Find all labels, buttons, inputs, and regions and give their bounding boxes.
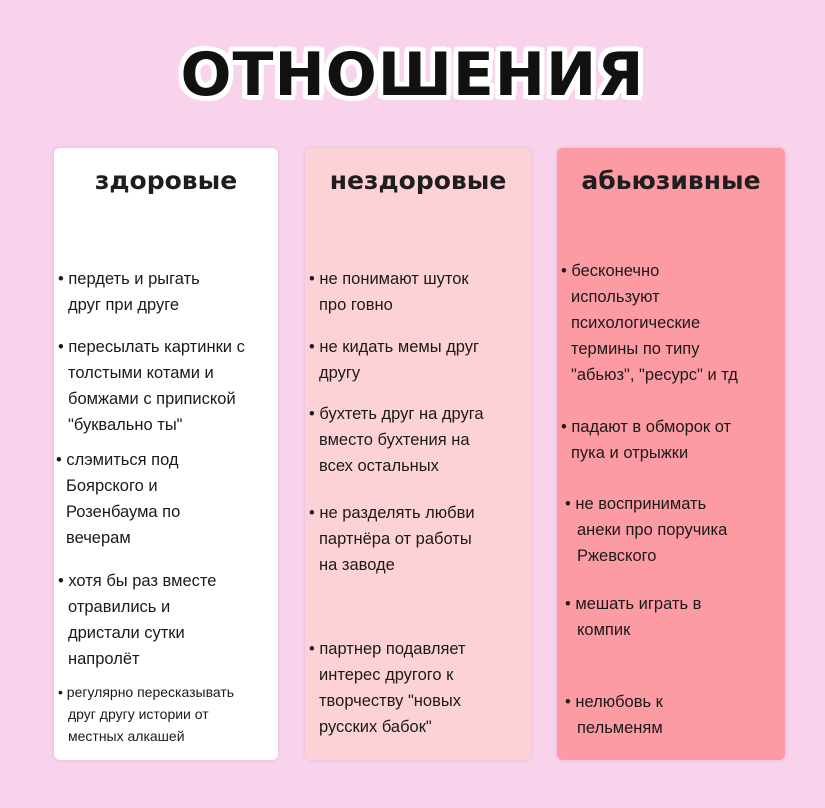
list-item	[309, 334, 479, 386]
list-item	[309, 500, 475, 578]
item-line: • не воспринимать	[565, 495, 707, 513]
item-line: используют	[571, 288, 660, 306]
item-line: "абьюз", "ресурс" и тд	[571, 366, 738, 384]
column-heading-unhealthy: нездоровые	[329, 166, 507, 195]
item-line: • нелюбовь к	[565, 693, 663, 711]
item-line: другу	[319, 364, 361, 382]
item-line: анеки про поручика	[577, 521, 728, 539]
list-item	[309, 266, 469, 318]
item-line: Ржевского	[577, 547, 657, 565]
column-heading-healthy: здоровые	[94, 166, 238, 195]
item-line: компик	[577, 621, 631, 639]
list-item	[565, 689, 663, 741]
item-line: • бухтеть друг на друга	[309, 405, 484, 423]
item-line: • пересылать картинки с	[58, 338, 245, 356]
item-line: дристали сутки	[68, 624, 185, 642]
list-item	[58, 266, 200, 318]
item-line: пука и отрыжки	[571, 444, 689, 462]
item-line: • хотя бы раз вместе	[58, 572, 217, 590]
item-line: • не понимают шуток	[309, 270, 469, 288]
item-line: термины по типу	[571, 340, 700, 358]
item-line: Боярского и	[66, 477, 158, 495]
list-item	[565, 591, 701, 643]
item-line: всех остальных	[319, 457, 439, 475]
item-line: местных алкашей	[68, 728, 185, 744]
item-line: • не разделять любви	[309, 504, 475, 522]
item-line: вместо бухтения на	[319, 431, 470, 449]
list-item	[58, 681, 234, 747]
list-item	[56, 447, 180, 551]
item-line: толстыми котами и	[68, 364, 214, 382]
list-item	[58, 334, 245, 438]
list-item	[309, 636, 466, 740]
list-item	[561, 414, 731, 466]
item-line: про говно	[319, 296, 393, 314]
column-abusive	[557, 148, 785, 760]
item-line: • не кидать мемы друг	[309, 338, 480, 356]
item-line: друг при друге	[68, 296, 180, 314]
list-item	[561, 258, 738, 388]
item-line: • регулярно пересказывать	[58, 684, 235, 700]
item-line: на заводе	[319, 556, 395, 574]
column-healthy	[54, 148, 278, 760]
item-line: • партнер подавляет	[309, 640, 466, 658]
column-heading-abusive: абьюзивные	[581, 166, 761, 195]
list-item	[565, 491, 727, 569]
list-item	[58, 568, 216, 672]
item-line: • бесконечно	[561, 262, 660, 280]
page-title: ОТНОШЕНИЯ	[180, 40, 645, 110]
item-line: вечерам	[66, 529, 131, 547]
item-line: друг другу истории от	[68, 706, 209, 722]
item-line: русских бабок"	[319, 718, 432, 736]
item-line: психологические	[571, 314, 701, 332]
list-item	[309, 401, 484, 479]
item-line: напролёт	[68, 650, 140, 668]
item-line: • пердеть и рыгать	[58, 270, 200, 288]
item-line: творчеству "новых	[319, 692, 461, 710]
item-line: Розенбаума по	[66, 503, 181, 521]
column-unhealthy	[305, 148, 531, 760]
item-line: интерес другого к	[319, 666, 454, 684]
item-line: • мешать играть в	[565, 595, 702, 613]
item-line: • падают в обморок от	[561, 418, 732, 436]
item-line: • слэмиться под	[56, 451, 179, 469]
item-line: пельменям	[577, 719, 663, 737]
item-line: партнёра от работы	[319, 530, 472, 548]
item-line: бомжами с припиской	[68, 390, 236, 408]
item-line: отравились и	[68, 598, 171, 616]
item-line: "буквально ты"	[68, 416, 183, 434]
